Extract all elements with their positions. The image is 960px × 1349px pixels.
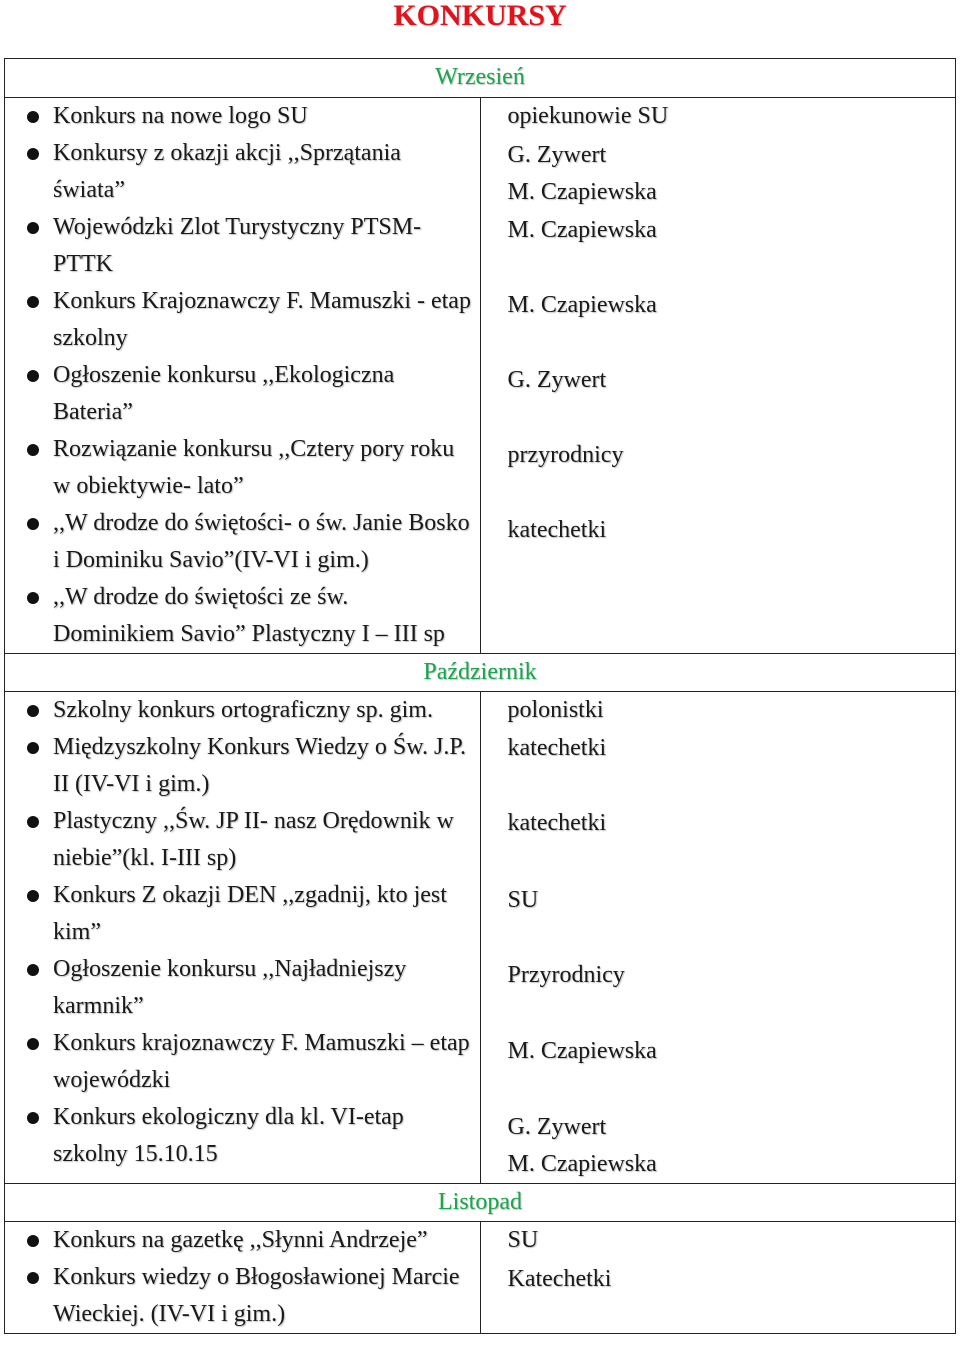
organizer: G. Zywert M. Czapiewska	[507, 1114, 657, 1177]
event-text: Konkurs ekologiczny dla kl. VI-etap szkolny 15.10.15	[53, 1104, 404, 1167]
list-item	[5, 135, 480, 209]
bullet-icon	[27, 111, 39, 123]
bullet-icon	[27, 518, 39, 530]
list-item	[5, 505, 480, 579]
event-text: Konkurs na gazetkę ,,Słynni Andrzeje”	[53, 1227, 428, 1253]
organizer: SU	[507, 1227, 539, 1253]
list-item	[5, 729, 480, 803]
month-header-row	[5, 654, 956, 692]
list-item	[5, 692, 480, 729]
event-list	[5, 98, 480, 653]
month-name: Wrzesień	[5, 59, 956, 98]
organizer: SU	[507, 887, 539, 913]
month-content-row	[5, 692, 956, 1184]
organizer: M. Czapiewska	[507, 217, 657, 243]
organizer: Przyrodnicy	[507, 962, 625, 988]
bullet-icon	[27, 1112, 39, 1124]
list-item	[5, 283, 480, 357]
bullet-icon	[27, 742, 39, 754]
organizers-cell	[480, 692, 956, 1184]
event-text: Konkurs Krajoznawczy F. Mamuszki - etap szkolny	[53, 288, 471, 351]
organizer: polonistki	[507, 697, 604, 723]
bullet-icon	[27, 890, 39, 902]
organizer: Katechetki	[507, 1266, 612, 1292]
event-text: Rozwiązanie konkursu ,,Cztery pory roku w obiektywie- lato”	[53, 436, 455, 499]
organizer: G. Zywert M. Czapiewska	[507, 142, 657, 205]
list-item	[5, 209, 480, 283]
bullet-icon	[27, 705, 39, 717]
list-item	[5, 431, 480, 505]
month-header-row	[5, 1184, 956, 1222]
event-list	[5, 692, 480, 1173]
bullet-icon	[27, 296, 39, 308]
events-cell	[5, 98, 481, 654]
list-item	[5, 877, 480, 951]
event-text: Ogłoszenie konkursu ,,Najładniejszy karmnik”	[53, 956, 407, 1019]
event-text: Plastyczny ,,Św. JP II- nasz Orędownik w niebie”(kl. I-III sp)	[53, 808, 454, 871]
month-content-row	[5, 1222, 956, 1334]
month-header-row	[5, 59, 956, 98]
organizers-cell	[480, 98, 956, 654]
list-item	[5, 951, 480, 1025]
month-name: Październik	[5, 654, 956, 692]
event-text: Szkolny konkurs ortograficzny sp. gim.	[53, 697, 433, 723]
list-item	[5, 803, 480, 877]
list-item	[5, 98, 480, 135]
events-cell	[5, 692, 481, 1184]
organizer: opiekunowie SU	[507, 103, 669, 129]
event-text: ,,W drodze do świętości ze św. Dominikiem Savio” Plastyczny I – III sp	[53, 584, 445, 647]
event-text: Międzyszkolny Konkurs Wiedzy o Św. J.P. II (IV-VI i gim.)	[53, 734, 467, 797]
event-text: Konkurs wiedzy o Błogosławionej Marcie Wieckiej. (IV-VI i gim.)	[53, 1264, 460, 1327]
bullet-icon	[27, 1272, 39, 1284]
organizer: G. Zywert	[507, 367, 607, 393]
bullet-icon	[27, 370, 39, 382]
bullet-icon	[27, 444, 39, 456]
bullet-icon	[27, 1038, 39, 1050]
events-cell	[5, 1222, 481, 1334]
organizer: katechetki	[507, 735, 607, 761]
event-text: Konkursy z okazji akcji ,,Sprzątania świata”	[53, 140, 401, 203]
month-content-row	[5, 98, 956, 654]
organizer: przyrodnicy	[507, 442, 624, 468]
list-item	[5, 1222, 480, 1259]
bullet-icon	[27, 964, 39, 976]
list-item	[5, 579, 480, 653]
bullet-icon	[27, 592, 39, 604]
list-item	[5, 1259, 480, 1333]
event-text: ,,W drodze do świętości- o św. Janie Bosko i Dominiku Savio”(IV-VI i gim.)	[53, 510, 470, 573]
event-text: Konkurs na nowe logo SU	[53, 103, 308, 129]
organizers-cell	[480, 1222, 956, 1334]
event-list	[5, 1222, 480, 1333]
organizer: katechetki	[507, 810, 607, 836]
bullet-icon	[27, 222, 39, 234]
event-text: Wojewódzki Zlot Turystyczny PTSM- PTTK	[53, 214, 422, 277]
organizer: katechetki	[507, 517, 607, 543]
bullet-icon	[27, 148, 39, 160]
organizer: M. Czapiewska	[507, 292, 657, 318]
event-text: Konkurs krajoznawczy F. Mamuszki – etap wojewódzki	[53, 1030, 470, 1093]
list-item	[5, 357, 480, 431]
contest-schedule-table	[4, 58, 956, 1334]
bullet-icon	[27, 816, 39, 828]
page-title: KONKURSY	[393, 0, 567, 32]
event-text: Ogłoszenie konkursu ,,Ekologiczna Bateria”	[53, 362, 395, 425]
event-text: Konkurs Z okazji DEN ,,zgadnij, kto jest kim”	[53, 882, 447, 945]
organizer: M. Czapiewska	[507, 1038, 657, 1064]
bullet-icon	[27, 1235, 39, 1247]
list-item	[5, 1025, 480, 1099]
list-item	[5, 1099, 480, 1173]
month-name: Listopad	[5, 1184, 956, 1222]
